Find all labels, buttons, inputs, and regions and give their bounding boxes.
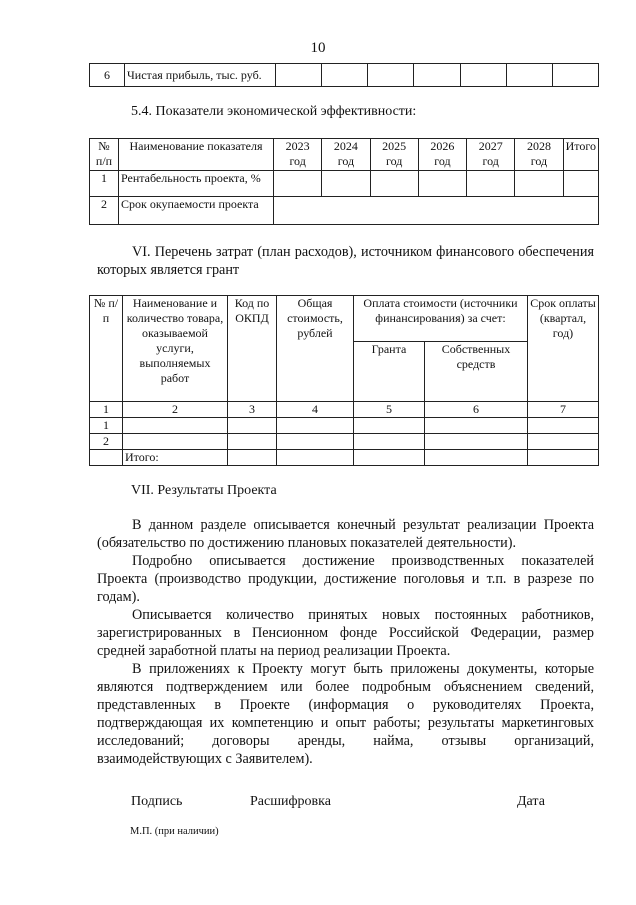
empty-cell <box>414 64 460 87</box>
header-year-2027: 2027 год <box>467 139 515 171</box>
row-number: 2 <box>90 197 119 225</box>
table-row <box>90 418 599 434</box>
header-year-2025: 2025 год <box>370 139 418 171</box>
row-number: 1 <box>90 418 123 434</box>
row-number: 2 <box>90 434 123 450</box>
total-row <box>90 450 599 466</box>
page-number: 10 <box>310 40 326 56</box>
row-label: Срок окупаемости проекта <box>119 197 274 225</box>
empty-cell <box>322 64 368 87</box>
row-number: 6 <box>90 64 125 87</box>
section-5-4-heading: 5.4. Показатели экономической эффективности: <box>131 104 417 119</box>
column-number-row <box>90 402 599 418</box>
header-grant: Гранта <box>354 342 425 402</box>
header-year-2024: 2024 год <box>322 139 370 171</box>
table-header-row <box>90 139 599 171</box>
section-6-heading <box>97 243 594 279</box>
header-no: № п/п <box>90 296 123 402</box>
col-num: 4 <box>277 402 354 418</box>
header-payment: Оплата стоимости (источники финансирования) за счет: <box>354 296 528 342</box>
stamp-note: М.П. (при наличии) <box>130 826 219 837</box>
date-label: Дата <box>517 794 545 809</box>
total-label: Итого: <box>123 450 228 466</box>
header-no: № п/п <box>90 139 119 171</box>
empty-cell <box>506 64 552 87</box>
paragraph: В приложениях к Проекту могут быть приложены документы, которые являются подтверждением или более подробным объяснением сведений, представленных в Проекте (информация о руководителях Проекта, подтверждающая их компетенцию и опыт работы; результаты маркетинговых исследований; договоры аренды, найма, отзывы организаций, взаимодействующих с Заявителем). <box>97 661 594 767</box>
header-year-2026: 2026 год <box>418 139 466 171</box>
table-row <box>90 197 599 225</box>
header-code: Код по ОКПД <box>228 296 277 402</box>
col-num: 6 <box>425 402 528 418</box>
empty-cell <box>460 64 506 87</box>
profit-table <box>89 63 599 87</box>
header-name: Наименование и количество товара, оказываемой услуги, выполняемых работ <box>123 296 228 402</box>
decode-label: Расшифровка <box>250 794 331 809</box>
signature-label: Подпись <box>131 794 183 809</box>
row-label: Рентабельность проекта, % <box>119 171 274 197</box>
col-num: 3 <box>228 402 277 418</box>
section-7-heading: VII. Результаты Проекта <box>131 483 277 498</box>
table-header-row <box>90 296 599 342</box>
empty-cell <box>552 64 598 87</box>
section-6-text: VI. Перечень затрат (план расходов), источником финансового обеспечения которых является грант <box>97 244 594 278</box>
efficiency-table <box>89 138 599 225</box>
header-cost: Общая стоимость, рублей <box>277 296 354 402</box>
empty-cell <box>276 64 322 87</box>
table-row <box>90 64 599 87</box>
col-num: 5 <box>354 402 425 418</box>
col-num: 2 <box>123 402 228 418</box>
header-own: Собственных средств <box>425 342 528 402</box>
header-term: Срок оплаты (квартал, год) <box>528 296 599 402</box>
paragraph: Описывается количество принятых новых постоянных работников, зарегистрированных в Пенсионном фонде Российской Федерации, размер средней заработной платы на период реализации Проекта. <box>97 607 594 659</box>
row-label: Чистая прибыль, тыс. руб. <box>125 64 276 87</box>
header-year-2023: 2023 год <box>274 139 322 171</box>
paragraph: Подробно описывается достижение производственных показателей Проекта (производство продукции, достижение поголовья и т.п. в разрезе по годам). <box>97 553 594 605</box>
paragraph: В данном разделе описывается конечный результат реализации Проекта (обязательство по достижению плановых показателей деятельности). <box>97 517 594 551</box>
empty-cell <box>368 64 414 87</box>
row-number: 1 <box>90 171 119 197</box>
header-name: Наименование показателя <box>119 139 274 171</box>
expenses-table <box>89 295 599 466</box>
table-row <box>90 171 599 197</box>
merged-cell <box>274 197 599 225</box>
header-total: Итого <box>563 139 598 171</box>
col-num: 1 <box>90 402 123 418</box>
table-row <box>90 434 599 450</box>
col-num: 7 <box>528 402 599 418</box>
results-text <box>97 516 594 768</box>
header-year-2028: 2028 год <box>515 139 563 171</box>
